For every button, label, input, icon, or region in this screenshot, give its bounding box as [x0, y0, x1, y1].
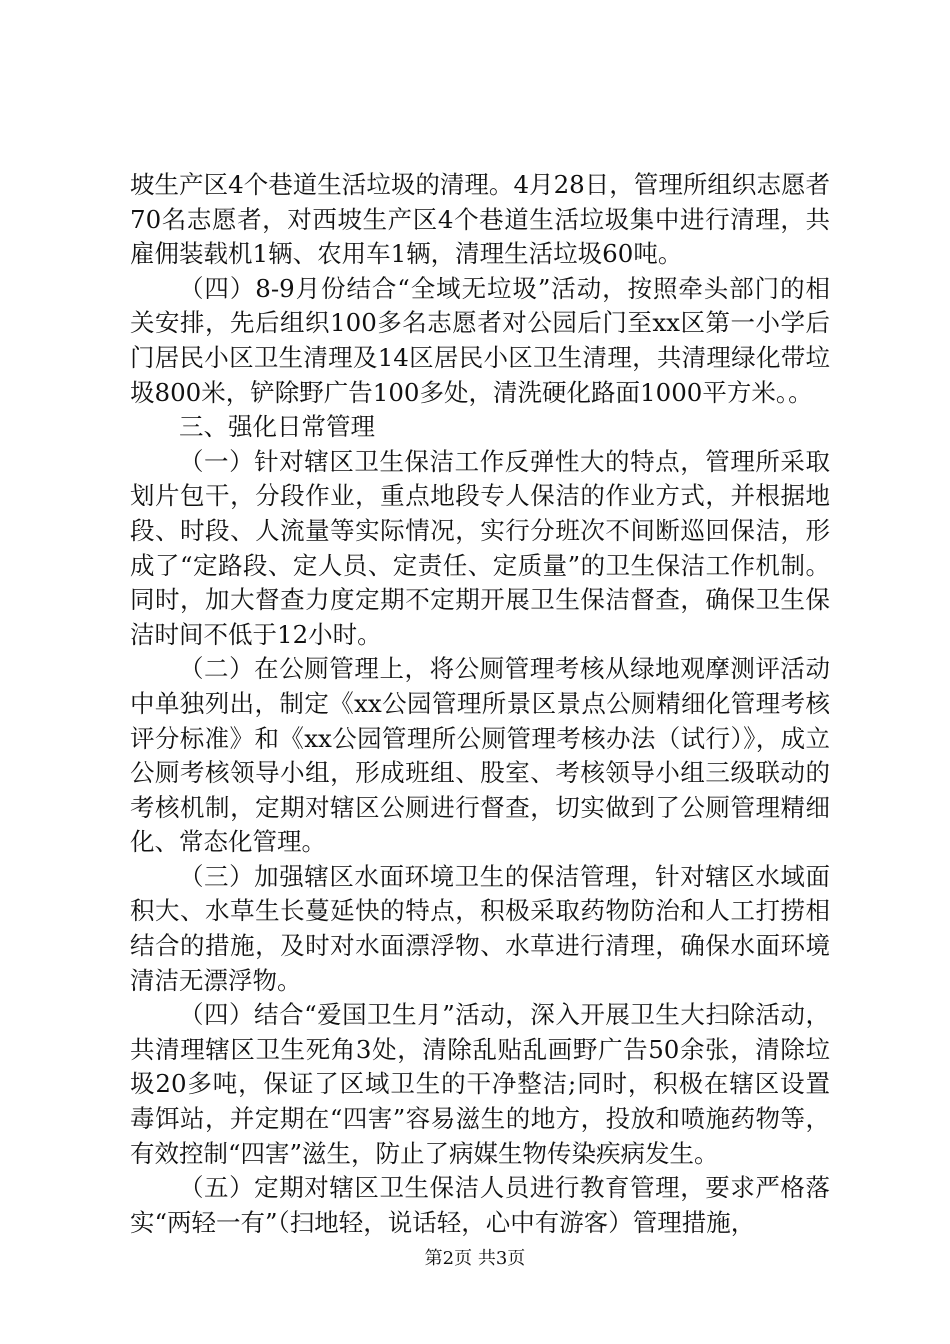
paragraph-item-5: （五）定期对辖区卫生保洁人员进行教育管理，要求严格落实“两轻一有”（扫地轻，说话轻，心中有游客）管理措施，	[130, 1173, 830, 1237]
paragraph-item-1: （一）针对辖区卫生保洁工作反弹性大的特点，管理所采取划片包干，分段作业，重点地段专人保洁的作业方式，并根据地段、时段、人流量等实际情况，实行分班次不间断巡回保洁，形成了“定路段、定人员、定责任、定质量”的卫生保洁工作机制。同时，加大督查力度定期不定期开展卫生保洁督查，确保卫生保洁时间不低于12小时。	[130, 446, 830, 649]
paragraph-item-4: （四）结合“爱国卫生月”活动，深入开展卫生大扫除活动，共清理辖区卫生死角3处，清除乱贴乱画野广告50余张，清除垃圾20多吨，保证了区域卫生的干净整洁;同时，积极在辖区设置毒饵站，并定期在“四害”容易滋生的地方，投放和喷施药物等，有效控制“四害”滋生，防止了病媒生物传染疾病发生。	[130, 1000, 830, 1168]
section-heading-3: 三、强化日常管理	[179, 412, 375, 442]
paragraph-item-4-august-september: （四）8-9月份结合“全域无垃圾”活动，按照牵头部门的相关安排，先后组织100多名志愿者对公园后门至xx区第一小学后门居民小区卫生清理及14区居民小区卫生清理，共清理绿化带垃圾800米，铲除野广告100多处，清洗硬化路面1000平方米。。	[130, 273, 830, 407]
paragraph-item-3: （三）加强辖区水面环境卫生的保洁管理，针对辖区水域面积大、水草生长蔓延快的特点，积极采取药物防治和人工打捞相结合的措施，及时对水面漂浮物、水草进行清理，确保水面环境清洁无漂浮物。	[130, 861, 830, 995]
paragraph-item-2: （二）在公厕管理上，将公厕管理考核从绿地观摩测评活动中单独列出，制定《xx公园管理所景区景点公厕精细化管理考核评分标准》和《xx公园管理所公厕管理考核办法（试行）》，成立公厕考核领导小组，形成班组、股室、考核领导小组三级联动的考核机制，定期对辖区公厕进行督查，切实做到了公厕管理精细化、常态化管理。	[130, 654, 830, 857]
page-footer: 第2页 共3页	[424, 1248, 526, 1269]
document-body	[130, 168, 830, 1240]
paragraph-continuation: 坡生产区4个巷道生活垃圾的清理。4月28日，管理所组织志愿者70名志愿者，对西坡生产区4个巷道生活垃圾集中进行清理，共雇佣装载机1辆、农用车1辆，清理生活垃圾60吨。	[130, 170, 830, 269]
